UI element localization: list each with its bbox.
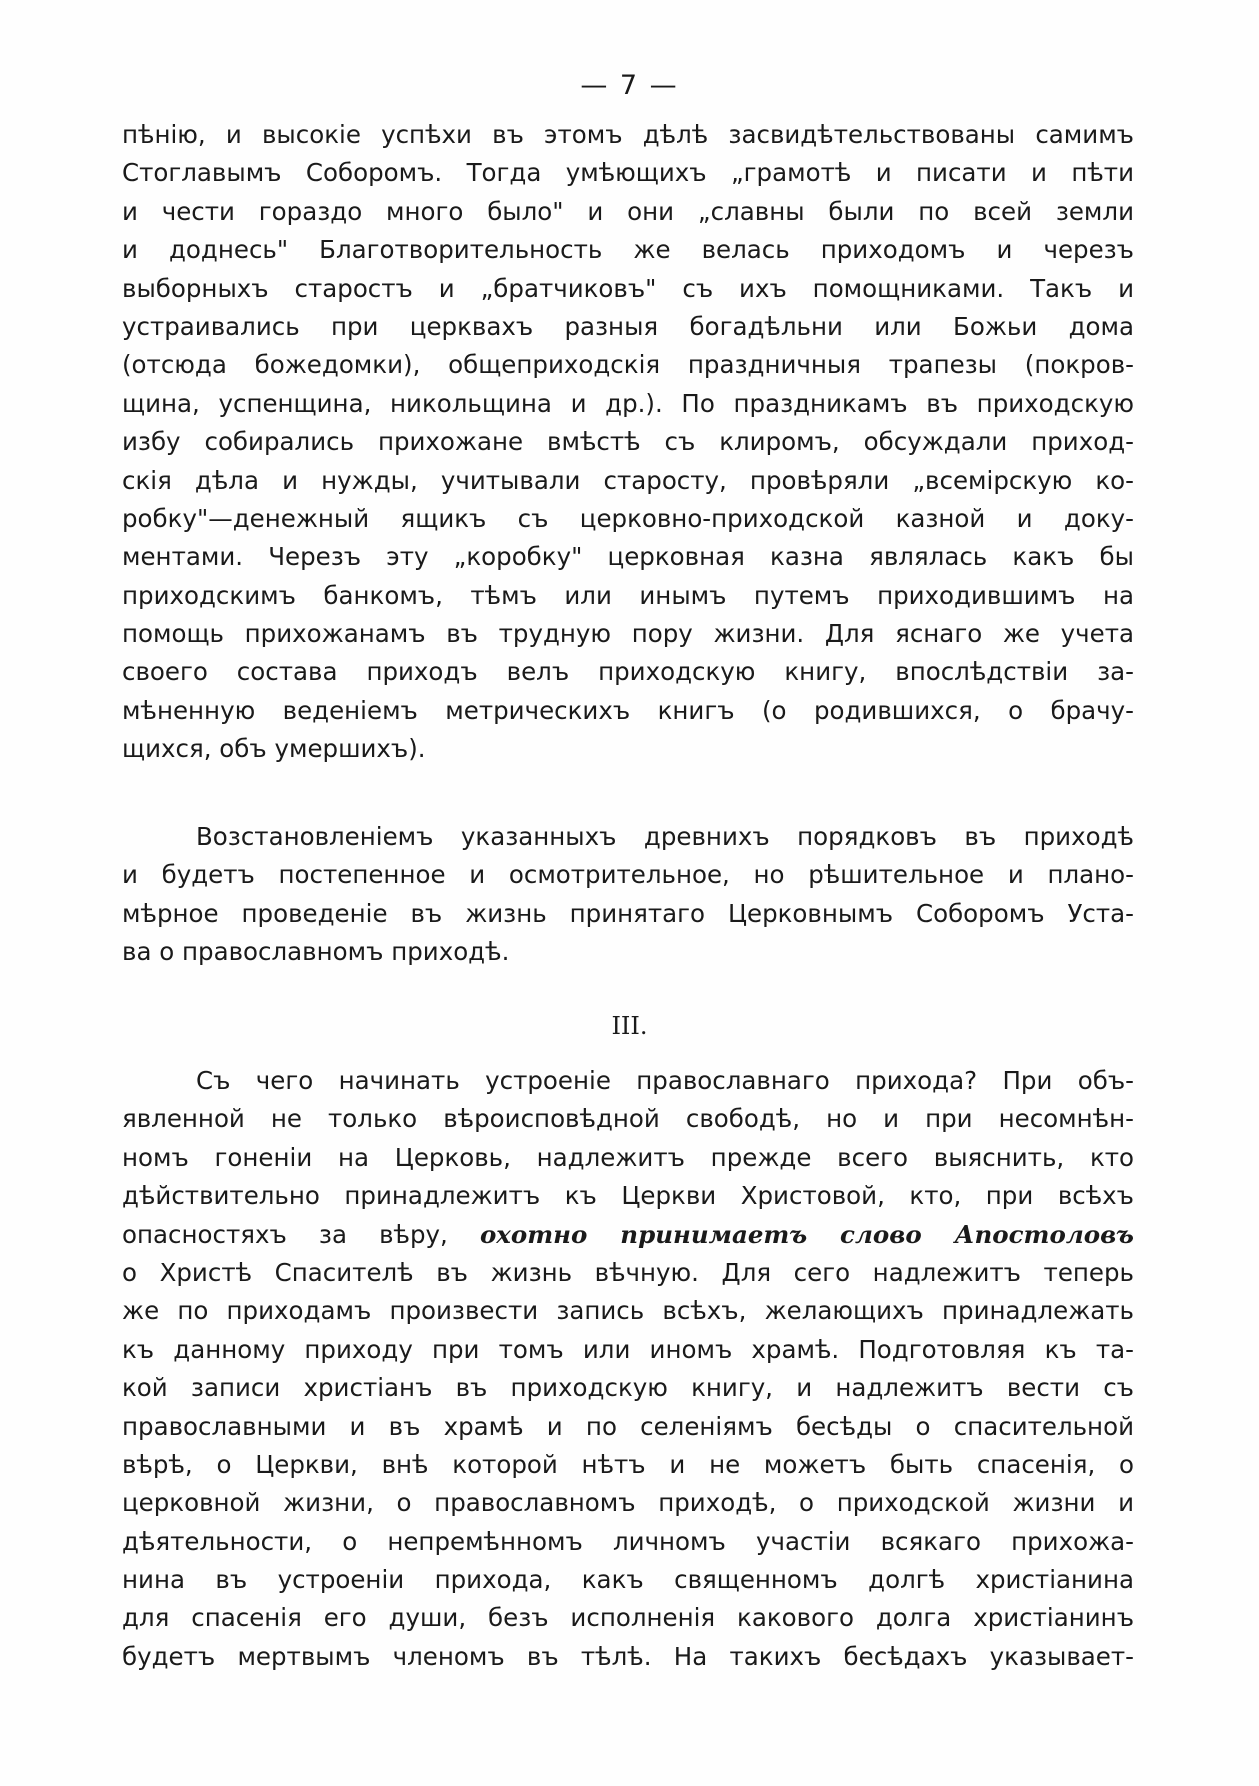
text-line: робку"—денежный ящикъ съ церковно-приходской казной и доку- — [122, 503, 1134, 533]
text-line: устраивались при церквахъ разныя богадѣльни или Божьи дома — [122, 311, 1134, 341]
text-line: Возстановленіемъ указанныхъ древнихъ порядковъ въ приходѣ — [196, 822, 1134, 851]
text-line: ва о православномъ приходѣ. — [122, 937, 510, 967]
text-line: же по приходамъ произвести запись всѣхъ, желающихъ принадлежать — [122, 1296, 1134, 1326]
text-line: ментами. Черезъ эту „коробку" церковная казна являлась какъ бы — [122, 542, 1134, 572]
text-line: и чести гораздо много было" и они „славны были по всей земли — [122, 196, 1134, 226]
paragraph-2 — [122, 818, 1134, 972]
section-heading: III. — [611, 1012, 648, 1040]
text-line: Съ чего начинать устроеніе православнаго прихода? При объ- — [196, 1066, 1134, 1095]
text-line-prefix: опасностяхъ за вѣру, — [122, 1219, 448, 1249]
text-line: кой записи христіанъ въ приходскую книгу, и надлежитъ вести съ — [122, 1373, 1134, 1403]
text-line: избу собирались прихожане вмѣстѣ съ клиромъ, обсуждали приход- — [122, 427, 1134, 457]
text-line: церковной жизни, о православномъ приходѣ, о приходской жизни и — [122, 1488, 1134, 1518]
paragraph-1 — [122, 116, 1134, 769]
text-line: нина въ устроеніи прихода, какъ священномъ долгѣ христіанина — [122, 1565, 1134, 1595]
paragraph-3 — [122, 1062, 1134, 1676]
text-line: Стоглавымъ Соборомъ. Тогда умѣющихъ „грамотѣ и писати и пѣти — [122, 158, 1134, 188]
text-line: дѣятельности, о непремѣнномъ личномъ участіи всякаго прихожа- — [122, 1526, 1134, 1556]
text-line: выборныхъ старостъ и „братчиковъ" съ ихъ помощниками. Такъ и — [122, 273, 1134, 303]
text-line: щина, успенщина, никольщина и др.). По праздникамъ въ приходскую — [122, 388, 1134, 418]
text-line: къ данному приходу при томъ или иномъ храмѣ. Подготовляя къ та- — [122, 1334, 1134, 1364]
text-line: будетъ мертвымъ членомъ въ тѣлѣ. На такихъ бесѣдахъ указывает- — [122, 1641, 1134, 1671]
text-line-emphasis — [122, 1216, 1134, 1254]
text-line: мѣрное проведеніе въ жизнь принятаго Церковнымъ Соборомъ Уста- — [122, 898, 1134, 928]
text-line: и доднесь" Благотворительность же велась приходомъ и черезъ — [122, 235, 1134, 265]
text-line: явленной не только вѣроисповѣдной свободѣ, но и при несомнѣн- — [122, 1104, 1134, 1134]
text-line: дѣйствительно принадлежитъ къ Церкви Христовой, кто, при всѣхъ — [122, 1181, 1134, 1211]
text-line: православными и въ храмѣ и по селеніямъ бесѣды о спасительной — [122, 1411, 1134, 1441]
emphasized-phrase: охотно принимаетъ слово Апостоловъ — [479, 1219, 1134, 1249]
text-line: своего состава приходъ велъ приходскую книгу, впослѣдствіи за- — [122, 657, 1134, 687]
page-number: — 7 — — [580, 70, 679, 101]
text-line: приходскимъ банкомъ, тѣмъ или инымъ путемъ приходившимъ на — [122, 580, 1134, 610]
text-line: о Христѣ Спасителѣ въ жизнь вѣчную. Для сего надлежитъ теперь — [122, 1257, 1134, 1287]
text-line: (отсюда божедомки), общеприходскія праздничныя трапезы (покров- — [122, 350, 1134, 380]
text-line: номъ гоненіи на Церковь, надлежитъ прежде всего выяснить, кто — [122, 1142, 1134, 1172]
text-line: скія дѣла и нужды, учитывали старосту, провѣряли „всемірскую ко- — [122, 465, 1134, 495]
text-line: мѣненную веденіемъ метрическихъ книгъ (о родившихся, о брачу- — [122, 695, 1134, 725]
text-line: пѣнію, и высокіе успѣхи въ этомъ дѣлѣ засвидѣтельствованы самимъ — [122, 120, 1134, 149]
text-line: и будетъ постепенное и осмотрительное, но рѣшительное и плано- — [122, 860, 1134, 890]
text-line: вѣрѣ, о Церкви, внѣ которой нѣтъ и не можетъ быть спасенія, о — [122, 1449, 1134, 1479]
text-line: для спасенія его души, безъ исполненія какового долга христіанинъ — [122, 1603, 1134, 1633]
text-line: помощь прихожанамъ въ трудную пору жизни. Для яснаго же учета — [122, 619, 1134, 649]
text-line: щихся, объ умершихъ). — [122, 734, 426, 764]
